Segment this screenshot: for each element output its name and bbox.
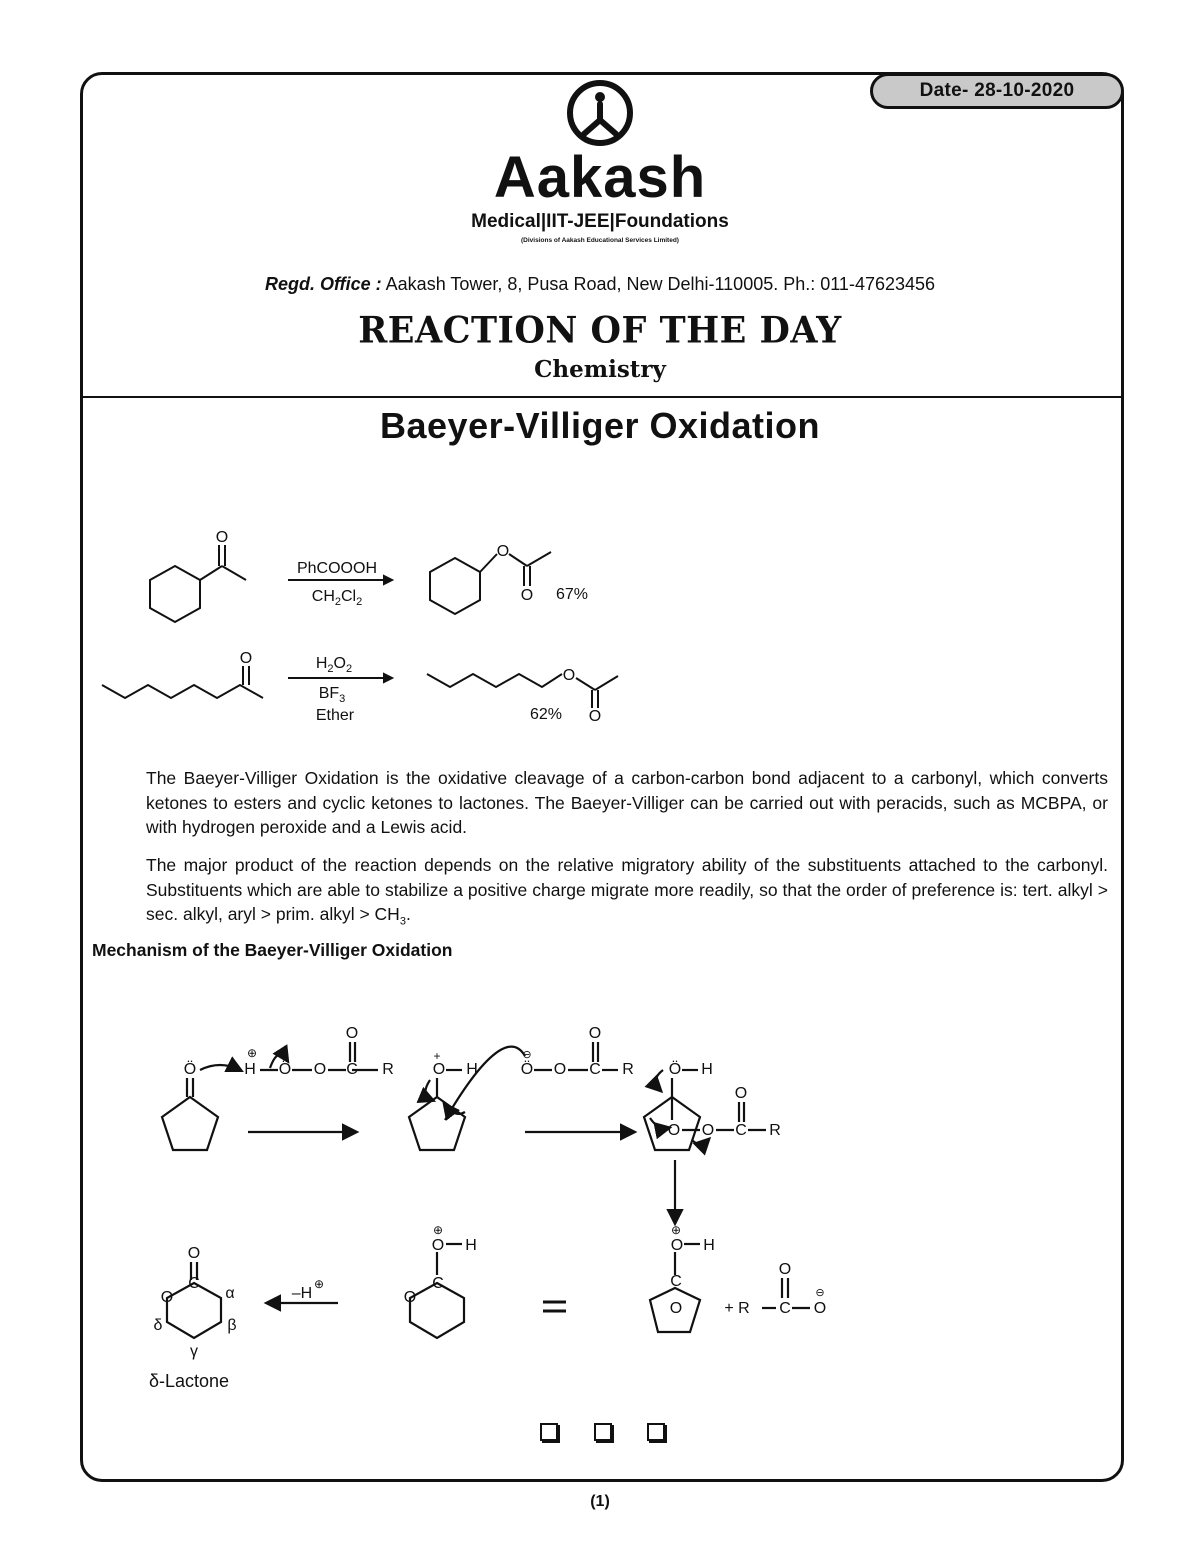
svg-text:O: O bbox=[813, 1300, 827, 1317]
logo-subline: (Divisions of Aakash Educational Services Limited) bbox=[521, 237, 679, 244]
svg-text:Ö: Ö bbox=[278, 1061, 292, 1078]
svg-text:O: O bbox=[778, 1261, 792, 1278]
svg-text:⊖: ⊖ bbox=[522, 1049, 532, 1061]
svg-text:O: O bbox=[239, 650, 253, 667]
regd-label: Regd. Office : bbox=[264, 274, 382, 294]
svg-text:O: O bbox=[588, 708, 602, 725]
svg-text:O: O bbox=[496, 543, 510, 560]
svg-text:C: C bbox=[346, 1061, 358, 1078]
logo-tagline: Medical|IIT-JEE|Foundations bbox=[471, 211, 729, 232]
r1-reagent: PhCOOOH bbox=[296, 560, 378, 577]
svg-text:O: O bbox=[520, 587, 534, 604]
svg-text:R: R bbox=[622, 1061, 634, 1078]
r2-yield: 62% bbox=[529, 706, 563, 723]
svg-text:⊕: ⊕ bbox=[246, 1046, 258, 1060]
end-marker-box bbox=[647, 1423, 665, 1441]
r2-solvent: Ether bbox=[315, 707, 355, 724]
svg-text:C: C bbox=[188, 1275, 200, 1292]
svg-text:⊕: ⊕ bbox=[670, 1223, 682, 1237]
banner-title: REACTION OF THE DAY bbox=[358, 308, 842, 353]
topic-title: Baeyer-Villiger Oxidation bbox=[380, 405, 820, 446]
svg-text:O: O bbox=[403, 1289, 417, 1306]
r1-solvent: $CH_2Cl_2$ bbox=[311, 588, 363, 608]
page-number: (1) bbox=[590, 1493, 610, 1510]
reaction-schemes bbox=[0, 0, 1200, 760]
mechanism-diagram bbox=[0, 1000, 1200, 1420]
svg-text:O: O bbox=[432, 1061, 446, 1078]
svg-text:C: C bbox=[432, 1275, 444, 1292]
svg-text:⊕: ⊕ bbox=[313, 1277, 325, 1291]
svg-text:Ö: Ö bbox=[520, 1061, 534, 1078]
cyclohexane-ring bbox=[150, 566, 200, 622]
svg-text:O: O bbox=[701, 1122, 715, 1139]
mechanism-heading: Mechanism of the Baeyer-Villiger Oxidation bbox=[92, 940, 453, 960]
svg-text:H: H bbox=[701, 1061, 713, 1078]
svg-text:O: O bbox=[187, 1245, 201, 1262]
r2-catalyst: $BF_3$ bbox=[318, 685, 346, 705]
deprotonation-label: –H bbox=[291, 1285, 313, 1302]
subject-title: Chemistry bbox=[534, 356, 666, 383]
svg-text:O: O bbox=[588, 1025, 602, 1042]
regd-address: Aakash Tower, 8, Pusa Road, New Delhi-110005. Ph.: 011-47623456 bbox=[381, 274, 936, 294]
svg-text:O: O bbox=[734, 1085, 748, 1102]
svg-text:O: O bbox=[313, 1061, 327, 1078]
svg-text:C: C bbox=[670, 1273, 682, 1290]
paragraph-intro: The Baeyer-Villiger Oxidation is the oxidative cleavage of a carbon-carbon bond adjacent to a carbonyl, which converts ketones to esters and cyclic ketones to lactones. The Baeyer-Villiger can be carried out with peracids, such as MCBPA, or with hydrogen peroxide and a Lewis acid. bbox=[146, 768, 1108, 837]
r1-yield: 67% bbox=[555, 586, 589, 603]
logo-wordmark: Aakash bbox=[493, 145, 707, 210]
alpha-label: α bbox=[225, 1285, 235, 1302]
svg-text:⊖: ⊖ bbox=[815, 1287, 825, 1299]
end-marker-box bbox=[540, 1423, 558, 1441]
svg-text:H: H bbox=[466, 1061, 478, 1078]
svg-text:H: H bbox=[244, 1061, 256, 1078]
cyclohexane-ring bbox=[430, 558, 480, 614]
end-marker-box bbox=[594, 1423, 612, 1441]
r2-reagent: $H_2O_2$ bbox=[315, 655, 353, 675]
svg-text:O: O bbox=[562, 667, 576, 684]
svg-text:Ö: Ö bbox=[668, 1061, 682, 1078]
svg-text:O: O bbox=[431, 1237, 445, 1254]
svg-text:C: C bbox=[589, 1061, 601, 1078]
svg-text:+: + bbox=[433, 1049, 441, 1063]
svg-text:O: O bbox=[215, 529, 229, 546]
svg-text:H: H bbox=[703, 1237, 715, 1254]
svg-text:O: O bbox=[345, 1025, 359, 1042]
delta-label: δ bbox=[153, 1317, 163, 1334]
svg-text:O: O bbox=[670, 1237, 684, 1254]
date-badge: Date- 28-10-2020 bbox=[870, 73, 1124, 109]
svg-text:C: C bbox=[779, 1300, 791, 1317]
svg-text:R: R bbox=[382, 1061, 394, 1078]
svg-text:⊕: ⊕ bbox=[432, 1223, 444, 1237]
svg-text:O: O bbox=[160, 1289, 174, 1306]
beta-label: β bbox=[227, 1317, 237, 1334]
lactone-label: δ-Lactone bbox=[148, 1371, 230, 1391]
paragraph-migration: The major product of the reaction depends on the relative migratory ability of the substituents attached to the carbonyl. Substituents which are able to stabilize a positive charge migrate more readily, so that the order of preference is: tert. alkyl > sec. alkyl, aryl > prim. alkyl > $CH_3$. bbox=[146, 855, 1108, 928]
svg-text:Ö: Ö bbox=[183, 1061, 197, 1078]
svg-text:R: R bbox=[769, 1122, 781, 1139]
gamma-label: γ bbox=[190, 1343, 198, 1360]
svg-text:C: C bbox=[735, 1122, 747, 1139]
svg-text:+ R: + R bbox=[724, 1300, 750, 1317]
svg-text:O: O bbox=[669, 1300, 683, 1317]
svg-text:H: H bbox=[465, 1237, 477, 1254]
svg-text:O: O bbox=[553, 1061, 567, 1078]
svg-text:O: O bbox=[667, 1122, 681, 1139]
